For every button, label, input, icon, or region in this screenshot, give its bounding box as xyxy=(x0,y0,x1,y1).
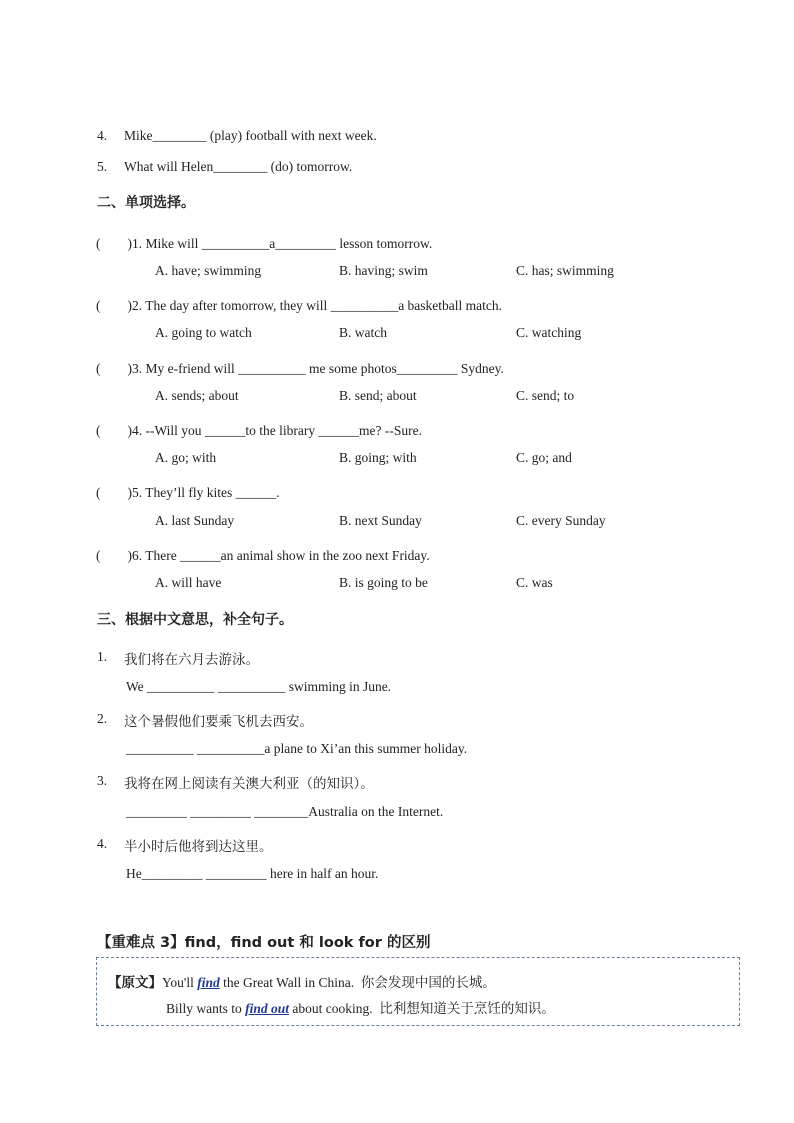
translate-4-chinese: 半小时后他将到达这里。 xyxy=(124,839,273,855)
mc-question-5: ( )5. They’ll fly kites ______. xyxy=(96,485,280,500)
section-heading-multiple-choice: 二、单项选择。 xyxy=(97,195,195,211)
mc-q1-option-a: A. have; swimming xyxy=(155,263,262,278)
mc-q1-option-b: B. having; swim xyxy=(339,263,428,278)
mc-q1-option-c: C. has; swimming xyxy=(516,263,614,278)
mc-q5-option-b: B. next Sunday xyxy=(339,513,422,528)
mc-q2-option-c: C. watching xyxy=(516,325,582,340)
keypoint-line-1 xyxy=(108,971,496,991)
example-1-after: the Great Wall in China. xyxy=(219,975,355,990)
keypoint-title: 【重难点 3】find，find out 和 look for 的区别 xyxy=(97,935,431,951)
mc-q2-option-b: B. watch xyxy=(339,325,387,340)
q4-text: Mike________ (play) football with next week. xyxy=(124,128,377,143)
mc-q4-option-b: B. going; with xyxy=(339,450,417,465)
mc-q6-option-a: A. will have xyxy=(155,575,222,590)
translate-3-number: 3. xyxy=(97,773,108,788)
q5-number: 5. xyxy=(97,159,108,174)
q5-text: What will Helen________ (do) tomorrow. xyxy=(124,159,353,174)
example-2-before: Billy wants to xyxy=(166,1001,246,1016)
example-2-keyword: find out xyxy=(245,1001,290,1016)
keypoint-line-2 xyxy=(166,997,555,1017)
translate-3-english: _________ _________ ________Australia on the Internet. xyxy=(126,804,444,819)
mc-q4-option-a: A. go; with xyxy=(155,450,217,465)
translate-1-english: We __________ __________ swimming in June. xyxy=(126,679,392,694)
translate-4-number: 4. xyxy=(97,836,108,851)
translate-1-number: 1. xyxy=(97,649,108,664)
example-1-before: You'll xyxy=(162,975,198,990)
mc-q6-option-c: C. was xyxy=(516,575,553,590)
mc-question-6: ( )6. There ______an animal show in the zoo next Friday. xyxy=(96,548,430,563)
q4-number: 4. xyxy=(97,128,108,143)
mc-q3-option-b: B. send; about xyxy=(339,388,417,403)
translate-2-chinese: 这个暑假他们要乘飞机去西安。 xyxy=(124,714,313,730)
mc-question-4: ( )4. --Will you ______to the library ______me? --Sure. xyxy=(96,423,423,438)
translate-2-english: __________ __________a plane to Xi’an this summer holiday. xyxy=(126,741,468,756)
mc-q5-option-c: C. every Sunday xyxy=(516,513,606,528)
example-1-keyword: find xyxy=(197,975,220,990)
mc-q4-option-c: C. go; and xyxy=(516,450,572,465)
mc-q2-option-a: A. going to watch xyxy=(155,325,252,340)
mc-question-3: ( )3. My e-friend will __________ me some photos_________ Sydney. xyxy=(96,361,504,376)
mc-question-2: ( )2. The day after tomorrow, they will __________a basketball match. xyxy=(96,298,503,313)
translate-3-chinese: 我将在网上阅读有关澳大利亚（的知识）。 xyxy=(124,776,374,792)
translate-1-chinese: 我们将在六月去游泳。 xyxy=(124,652,259,668)
translate-4-english: He_________ _________ here in half an hour. xyxy=(126,866,379,881)
section-heading-complete-sentences: 三、根据中文意思，补全句子。 xyxy=(97,612,293,628)
mc-q3-option-c: C. send; to xyxy=(516,388,575,403)
translate-2-number: 2. xyxy=(97,711,108,726)
example-2-after: about cooking. xyxy=(289,1001,373,1016)
mc-question-1: ( )1. Mike will __________a_________ lesson tomorrow. xyxy=(96,236,433,251)
mc-q3-option-a: A. sends; about xyxy=(155,388,239,403)
source-label: 【原文】 xyxy=(108,975,162,991)
example-2-translation: 比利想知道关于烹饪的知识。 xyxy=(379,1001,555,1017)
mc-q6-option-b: B. is going to be xyxy=(339,575,428,590)
example-1-translation: 你会发现中国的长城。 xyxy=(360,975,496,991)
mc-q5-option-a: A. last Sunday xyxy=(155,513,235,528)
